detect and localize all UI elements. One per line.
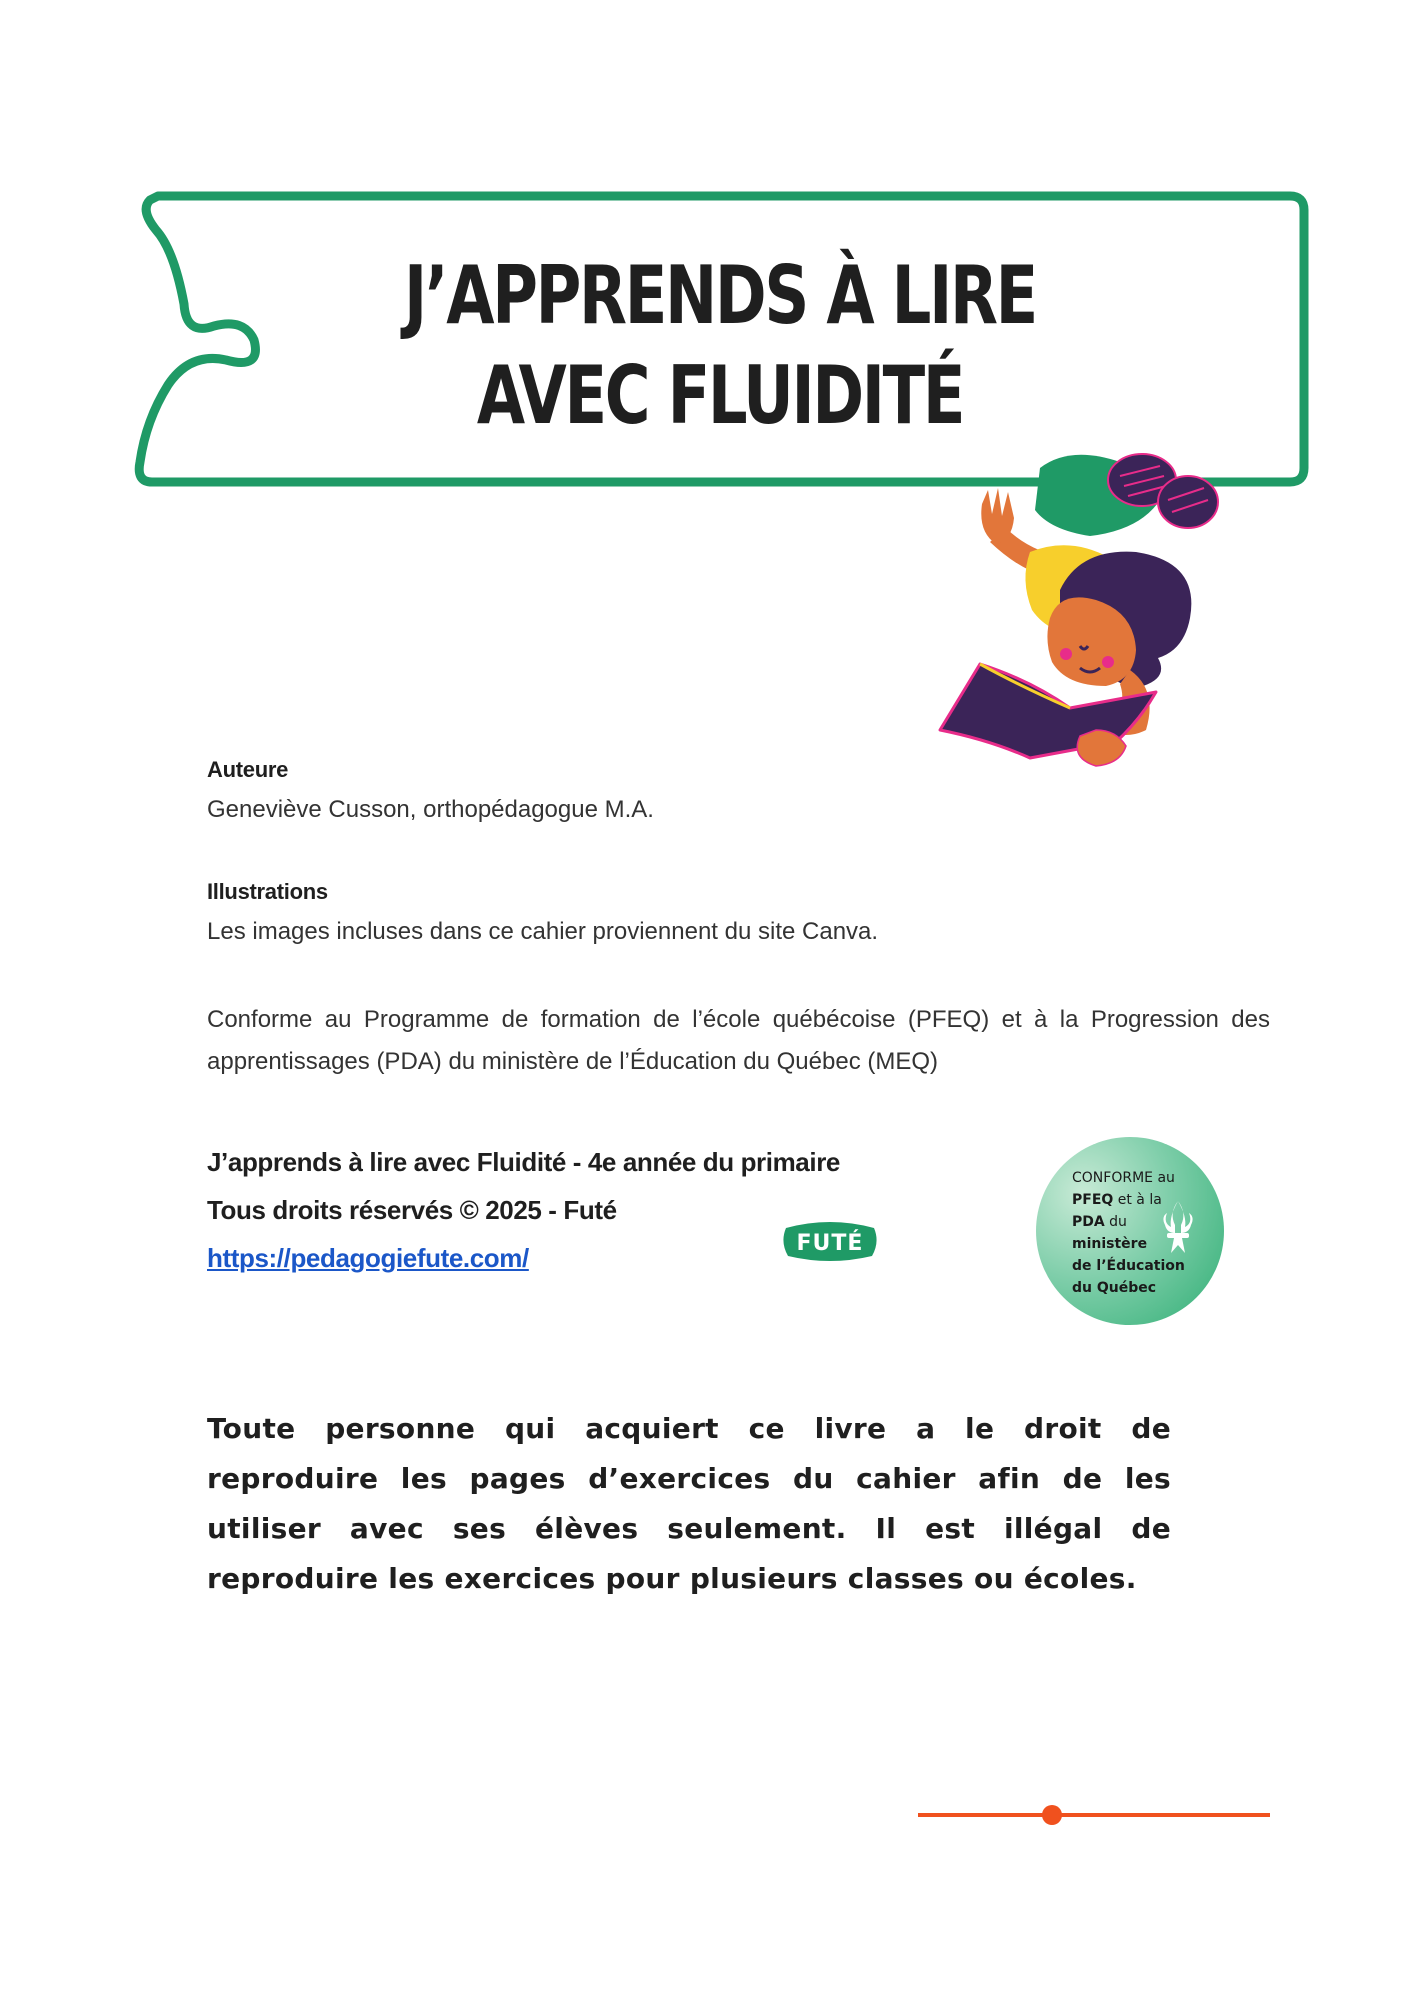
fleur-de-lis-icon — [1161, 1199, 1195, 1255]
fute-logo — [778, 1218, 882, 1264]
badge-line-2: PFEQ et à la — [1072, 1192, 1162, 1208]
shoe-right — [1158, 476, 1218, 528]
child-reading-illustration — [920, 440, 1220, 780]
badge-line-5: de l’Éducation — [1072, 1258, 1185, 1274]
badge-line-4: ministère — [1072, 1236, 1148, 1252]
page-title — [353, 246, 1086, 446]
conformity-statement: Conforme au Programme de formation de l’école québécoise (PFEQ) et à la Progression des apprentissages (PDA) du ministère de l’Éducation du Québec (MEQ) — [207, 1006, 1270, 1075]
author-name: Geneviève Cusson, orthopédagogue M.A. — [207, 796, 654, 823]
product-name: J’apprends à lire avec Fluidité - 4e année du primaire — [207, 1147, 840, 1177]
badge-line-6: du Québec — [1072, 1280, 1157, 1296]
rights-reserved: Tous droits réservés © 2025 - Futé — [207, 1195, 617, 1225]
footer-decoration — [918, 1800, 1270, 1830]
credits-section — [207, 757, 1277, 1083]
author-heading: Auteure — [207, 757, 289, 782]
title-line-1: J’APPRENDS À LIRE — [404, 249, 1036, 342]
illustrations-heading: Illustrations — [207, 879, 328, 904]
footer-dot — [1042, 1805, 1062, 1825]
illustrations-source: Les images incluses dans ce cahier proviennent du site Canva. — [207, 918, 879, 945]
conformity-badge — [1036, 1137, 1224, 1325]
badge-line-1: CONFORME au — [1072, 1170, 1175, 1186]
badge-line-3: PDA du — [1072, 1214, 1127, 1230]
title-line-2: AVEC FLUIDITÉ — [476, 349, 964, 442]
website-link[interactable]: https://pedagogiefute.com/ — [207, 1243, 529, 1273]
reproduction-notice: Toute personne qui acquiert ce livre a le droit de reproduire les pages d’exercices du cahier afin de les utiliser avec ses élèves seulement. Il est illégal de reproduire les exercices pour plusieurs classes ou écoles. — [207, 1412, 1171, 1595]
fute-logo-text: FUTÉ — [796, 1231, 864, 1256]
